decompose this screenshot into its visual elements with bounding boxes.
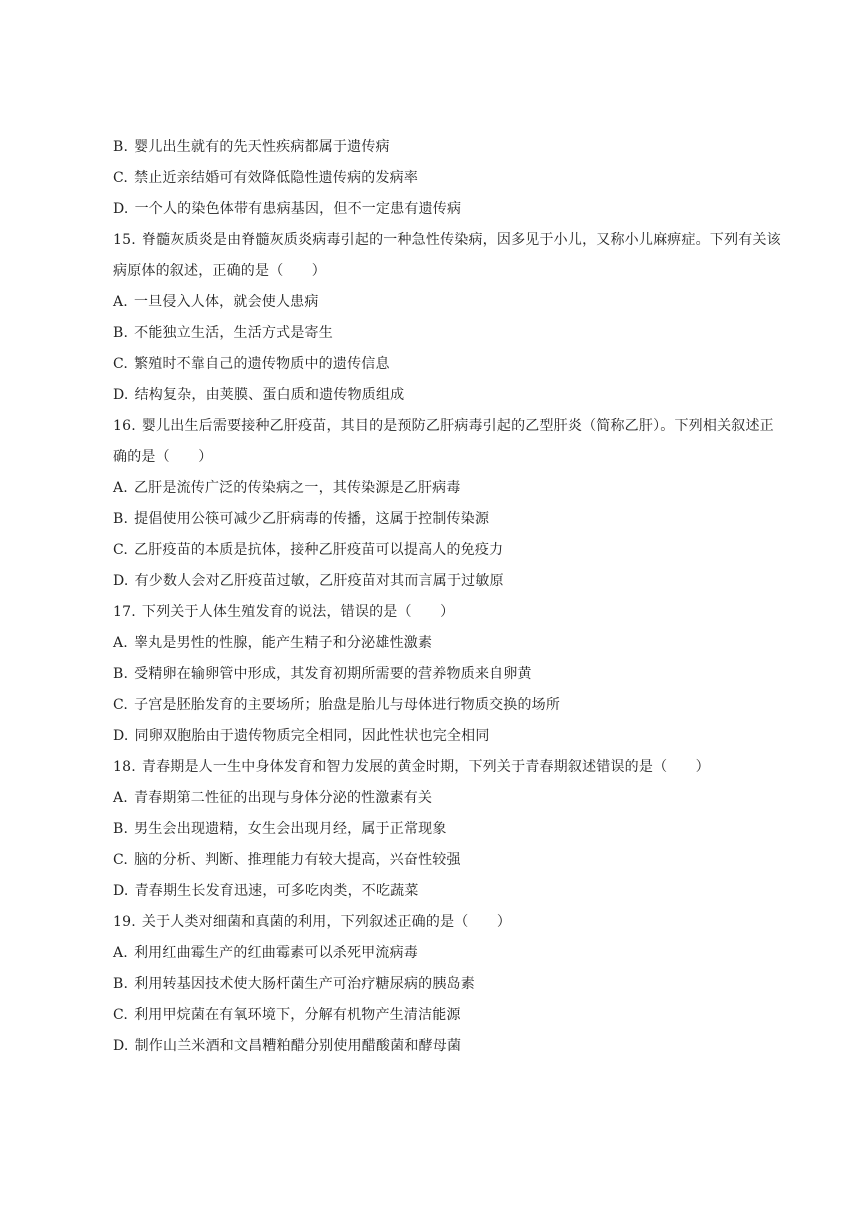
option-text: 男生会出现遗精，女生会出现月经，属于正常现象 (134, 821, 447, 837)
option-text: 睾丸是男性的性腺，能产生精子和分泌雄性激素 (133, 635, 433, 651)
option-text: 繁殖时不靠自己的遗传物质中的遗传信息 (134, 356, 390, 372)
question-number: 19. (113, 914, 136, 930)
option-text: 利用甲烷菌在有氧环境下，分解有机物产生清洁能源 (134, 1007, 461, 1023)
question-stem-text: 青春期是人一生中身体发育和智力发展的黄金时期，下列关于青春期叙述错误的是（ ） (141, 759, 710, 775)
question-16-stem (113, 411, 773, 442)
option-letter: B. (113, 139, 129, 155)
option-d-prev (113, 194, 773, 225)
question-17-option-a (113, 628, 773, 659)
option-text: 利用红曲霉生产的红曲霉素可以杀死甲流病毒 (133, 945, 418, 961)
question-number: 16. (113, 418, 136, 434)
question-19-stem (113, 907, 773, 938)
question-17-option-d (113, 721, 773, 752)
option-letter: A. (113, 480, 128, 496)
option-letter: A. (113, 945, 128, 961)
option-text: 乙肝疫苗的本质是抗体，接种乙肝疫苗可以提高人的免疫力 (134, 542, 504, 558)
question-number: 15. (113, 232, 136, 248)
question-17-stem (113, 597, 773, 628)
option-letter: C. (113, 356, 129, 372)
question-18-option-b (113, 814, 773, 845)
question-15-option-b (113, 318, 773, 349)
option-text: 青春期第二性征的出现与身体分泌的性激素有关 (133, 790, 433, 806)
option-text: 受精卵在输卵管中形成，其发育初期所需要的营养物质来自卵黄 (134, 666, 532, 682)
option-letter: D. (113, 1038, 129, 1054)
option-letter: A. (113, 790, 128, 806)
question-stem-text: 关于人类对细菌和真菌的利用，下列叙述正确的是（ ） (141, 914, 512, 930)
option-letter: C. (113, 1007, 129, 1023)
option-text: 乙肝是流传广泛的传染病之一，其传染源是乙肝病毒 (133, 480, 461, 496)
question-19-option-d (113, 1031, 773, 1062)
option-text: 婴儿出生就有的先天性疾病都属于遗传病 (134, 139, 390, 155)
option-letter: D. (113, 573, 129, 589)
option-b-prev (113, 132, 773, 163)
question-16-option-d (113, 566, 773, 597)
question-15-option-c (113, 349, 773, 380)
option-text: 制作山兰米酒和文昌糟粕醋分别使用醋酸菌和酵母菌 (134, 1038, 462, 1054)
question-18-option-d (113, 876, 773, 907)
option-text: 利用转基因技术使大肠杆菌生产可治疗糖尿病的胰岛素 (134, 976, 475, 992)
option-letter: D. (113, 387, 129, 403)
option-letter: C. (113, 852, 129, 868)
question-17-option-b (113, 659, 773, 690)
question-stem-text: 病原体的叙述，正确的是（ ） (113, 263, 326, 279)
question-18-option-c (113, 845, 773, 876)
question-stem-text: 脊髓灰质炎是由脊髓灰质炎病毒引起的一种急性传染病，因多见于小儿，又称小儿麻痹症。下列有关该 (141, 232, 781, 248)
option-text: 不能独立生活，生活方式是寄生 (134, 325, 333, 341)
question-number: 18. (113, 759, 136, 775)
question-19-option-c (113, 1000, 773, 1031)
option-text: 子宫是胚胎发育的主要场所；胎盘是胎儿与母体进行物质交换的场所 (134, 697, 561, 713)
question-16-option-a (113, 473, 773, 504)
option-text: 有少数人会对乙肝疫苗过敏，乙肝疫苗对其而言属于过敏原 (134, 573, 504, 589)
option-text: 提倡使用公筷可减少乙肝病毒的传播，这属于控制传染源 (134, 511, 490, 527)
question-15-option-a (113, 287, 773, 318)
option-text: 一旦侵入人体，就会使人患病 (133, 294, 319, 310)
question-15-stem-cont (113, 256, 773, 287)
option-letter: B. (113, 325, 129, 341)
option-text: 脑的分析、判断、推理能力有较大提高，兴奋性较强 (134, 852, 461, 868)
option-text: 结构复杂，由荚膜、蛋白质和遗传物质组成 (134, 387, 405, 403)
question-18-option-a (113, 783, 773, 814)
option-text: 一个人的染色体带有患病基因，但不一定患有遗传病 (134, 201, 462, 217)
option-letter: B. (113, 821, 129, 837)
question-stem-text: 确的是（ ） (113, 449, 213, 465)
question-stem-text: 婴儿出生后需要接种乙肝疫苗，其目的是预防乙肝病毒引起的乙型肝炎（简称乙肝）。下列相关叙述正 (141, 418, 774, 434)
option-text: 同卵双胞胎由于遗传物质完全相同，因此性状也完全相同 (134, 728, 490, 744)
option-letter: B. (113, 976, 129, 992)
question-19-option-a (113, 938, 773, 969)
option-letter: D. (113, 883, 129, 899)
question-16-option-c (113, 535, 773, 566)
question-stem-text: 下列关于人体生殖发育的说法，错误的是（ ） (141, 604, 455, 620)
option-letter: B. (113, 666, 129, 682)
option-text: 禁止近亲结婚可有效降低隐性遗传病的发病率 (134, 170, 419, 186)
question-15-stem (113, 225, 781, 256)
option-text: 青春期生长发育迅速，可多吃肉类，不吃蔬菜 (134, 883, 419, 899)
question-17-option-c (113, 690, 773, 721)
option-letter: D. (113, 201, 129, 217)
question-19-option-b (113, 969, 773, 1000)
question-18-stem (113, 752, 773, 783)
option-letter: B. (113, 511, 129, 527)
option-letter: C. (113, 170, 129, 186)
question-15-option-d (113, 380, 773, 411)
question-16-option-b (113, 504, 773, 535)
question-number: 17. (113, 604, 136, 620)
question-16-stem-cont (113, 442, 773, 473)
option-letter: C. (113, 542, 129, 558)
option-letter: A. (113, 294, 128, 310)
option-letter: A. (113, 635, 128, 651)
option-letter: D. (113, 728, 129, 744)
option-c-prev (113, 163, 773, 194)
exam-content (113, 132, 781, 1062)
option-letter: C. (113, 697, 129, 713)
